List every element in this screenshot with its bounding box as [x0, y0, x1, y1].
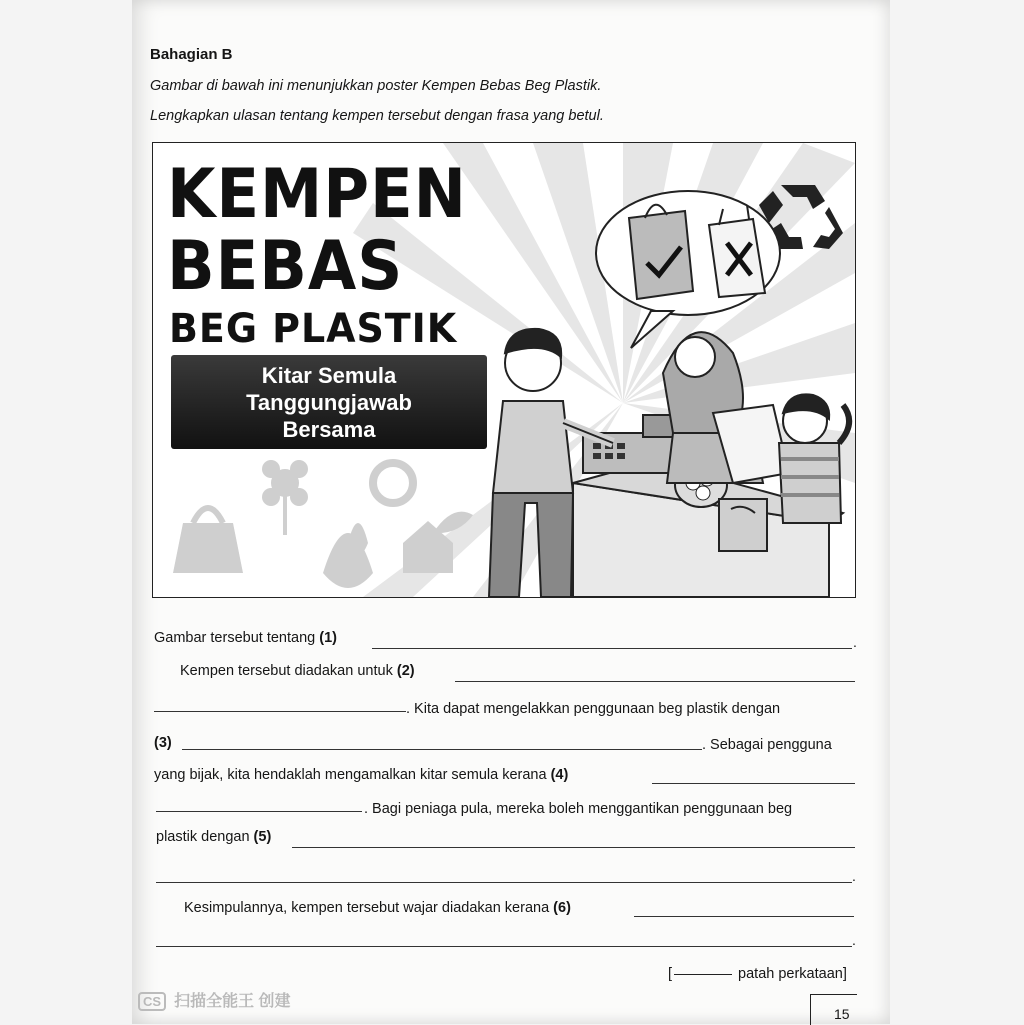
scanner-watermark: CS 扫描全能王 创建	[138, 988, 291, 1011]
exercise-line-4-end: . Sebagai pengguna	[702, 737, 832, 753]
answer-blank-5-cont[interactable]	[156, 882, 852, 883]
answer-blank-3[interactable]	[182, 749, 702, 750]
blank-number-5: (5)	[253, 829, 272, 845]
exercise-line-7: plastik dengan (5)	[156, 829, 272, 845]
poster-slogan-banner	[171, 355, 487, 449]
section-title: Bahagian B	[150, 46, 233, 63]
exercise-line-3: . Kita dapat mengelakkan penggunaan beg plastik dengan	[406, 701, 781, 717]
word-count-note: [ patah perkataan]	[668, 966, 847, 982]
slogan-line-2: Tanggungjawab	[246, 390, 412, 415]
page-number: 15	[834, 1006, 850, 1022]
poster-title-line1: KEMPEN	[167, 155, 467, 234]
slogan-line-1: Kitar Semula	[261, 363, 397, 388]
exercise-line-6: . Bagi peniaga pula, mereka boleh menggantikan penggunaan beg	[364, 801, 793, 817]
blank-number-2: (2)	[396, 663, 415, 679]
camscanner-logo-icon: CS	[138, 992, 166, 1011]
line-end-period: .	[853, 634, 857, 650]
slogan-line-3: Bersama	[282, 417, 376, 442]
exercise-line-4	[154, 735, 172, 751]
blank-number-4: (4)	[550, 767, 569, 783]
poster-title-line3: BEG PLASTIK	[169, 306, 458, 352]
line-end-period-3: .	[852, 932, 856, 948]
campaign-poster	[152, 142, 856, 598]
blank-number-6: (6)	[553, 900, 571, 916]
answer-blank-1[interactable]	[372, 648, 852, 649]
line-end-period-2: .	[852, 868, 856, 884]
answer-blank-6[interactable]	[634, 916, 854, 917]
instruction-1: Gambar di bawah ini menunjukkan poster Kempen Bebas Beg Plastik.	[150, 78, 602, 94]
exercise-line-2: Kempen tersebut diadakan untuk (2)	[180, 663, 415, 679]
answer-blank-5[interactable]	[292, 847, 855, 848]
answer-blank-4-cont[interactable]	[156, 811, 362, 812]
blank-number-3: (3)	[154, 735, 172, 751]
answer-blank-4[interactable]	[652, 783, 855, 784]
boy-child	[779, 394, 849, 523]
eco-icons	[173, 460, 473, 588]
exercise-line-5: yang bijak, kita hendaklah mengamalkan kitar semula kerana (4)	[154, 767, 569, 783]
exercise-line-1: Gambar tersebut tentang (1)	[154, 630, 337, 646]
answer-blank-6-cont[interactable]	[156, 946, 852, 947]
exercise-line-9: Kesimpulannya, kempen tersebut wajar diadakan kerana (6)	[184, 900, 571, 916]
instruction-2: Lengkapkan ulasan tentang kempen tersebut dengan frasa yang betul.	[150, 108, 604, 124]
word-count-blank[interactable]	[674, 974, 732, 975]
blank-number-1: (1)	[319, 630, 337, 646]
answer-blank-2-cont[interactable]	[154, 711, 406, 712]
answer-blank-2[interactable]	[455, 681, 855, 682]
poster-title-line2: BEBAS	[167, 227, 404, 306]
